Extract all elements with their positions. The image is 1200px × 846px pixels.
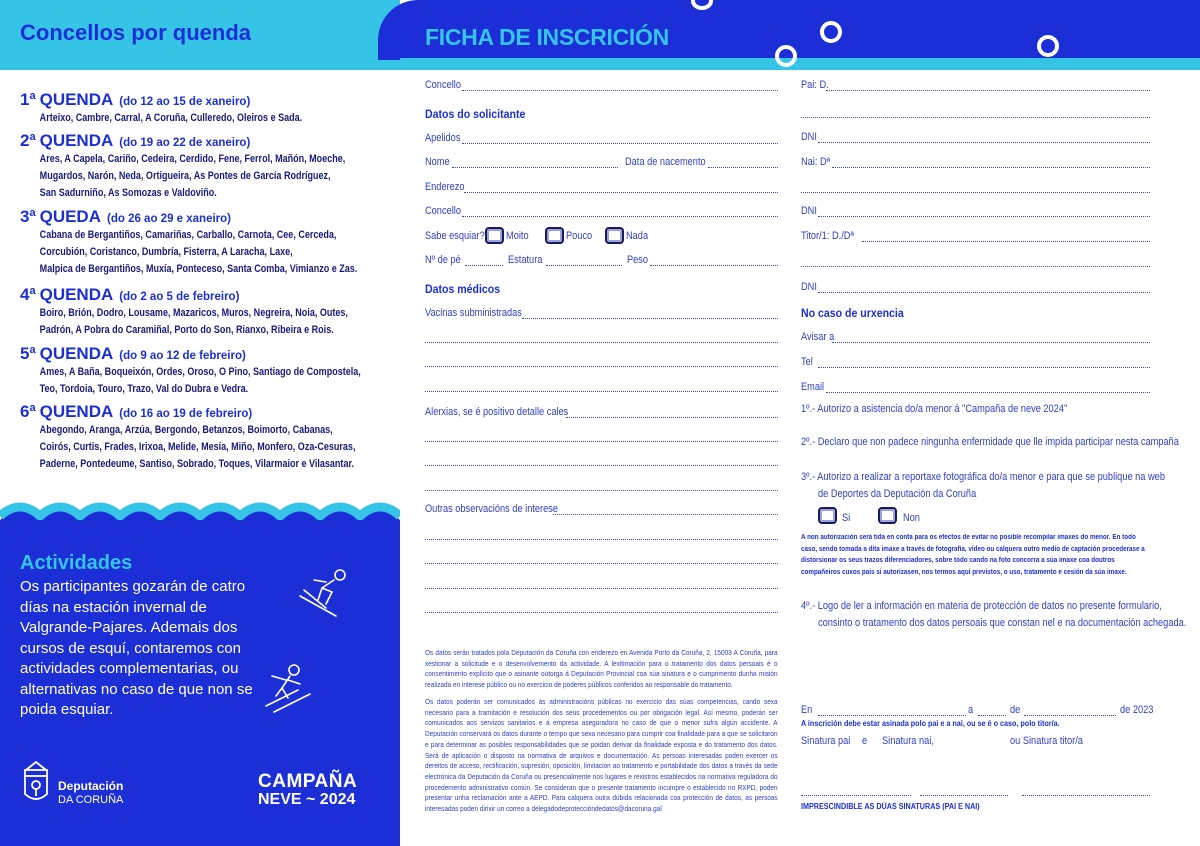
consent-3: 3º.- Autorizo a realizar a reportaxe fotográfica do/a menor e para que se publique na web [801,471,1165,483]
field-label-email: Email [801,381,825,393]
field-label-titor: Titor/1: D./Dª [801,230,854,242]
quenda-concellos-line: Paderne, Pontedeume, Santiso, Sobrado, Toques, Vilarmaior e Vilasantar. [39,458,354,470]
quenda-heading [20,344,390,364]
input-outras-line[interactable] [425,612,778,613]
section-datos-medicos: Datos médicos [425,282,501,296]
deputacion-name: Deputación [58,779,124,793]
input-alerxias-line[interactable] [425,465,778,466]
quenda-number: 4 [20,285,30,304]
quenda-number: 2 [20,131,30,150]
decor-ring [1037,35,1059,57]
quenda-concellos-line: Boiro, Brión, Dodro, Lousame, Mazaricos, Muros, Negreira, Noia, Outes, [39,307,348,319]
quenda-ordinal: a [29,344,36,356]
input-concello-2[interactable] [462,216,778,217]
signature-nai-line[interactable] [920,795,1008,796]
input-titor[interactable] [862,241,1150,242]
field-label-sabe-esquiar: Sabe esquiar? [425,230,485,242]
campaign-title: CAMPAÑA [258,771,358,792]
input-vacinas-line[interactable] [425,342,778,343]
consent-4: 4º.- Logo de ler a información en materia de protección de datos no presente formulario, [801,600,1162,612]
deputacion-logo-icon [20,760,52,808]
quenda-2 [20,131,390,202]
cyan-strip [400,58,1200,70]
field-label-dni-titor: DNI [801,281,817,293]
consent-1: 1º.- Autorizo a asistencia do/a menor á "Campaña de neve 2024" [801,403,1068,415]
label-moito: Moito [506,230,529,242]
input-avisar[interactable] [832,342,1150,343]
input-concello[interactable] [462,90,778,91]
consent-3-cont: de Deportes da Deputación da Coruña [818,488,977,500]
consent-4-cont: consinto o tratamento dos datos persoais que constan nel e na documentación achegada. [818,617,1187,629]
field-label-data-nacemento: Data de nacemento [625,156,706,168]
section-urxencia: No caso de urxencia [801,306,904,320]
consent-2: 2º.- Declaro que non padece ningunha enfermidade que lle impida participar nesta campaña [801,436,1179,448]
field-label-concello: Concello [425,79,461,91]
input-data-nacemento[interactable] [708,167,778,168]
legal-text-2: Os datos poderán ser comunicados ás administracións públicas no exercicio das súas competencias, cando sexa necesario para a tramitación e resolución dos seus procedementos ou por obrigación legal. Así mesmo, poderán ser comunicados aos servizos sanitarios e á empresa aseguradora no caso de que o menor sufra algún accidente. A Deputación conservará os datos durante o tempo que sexa necesario para cumprir coa finalidade para a que se solicitaron e para determinar as posibles responsabilidades que se poidan derivar da finalidade exposta e do tratamento dos datos. Será de aplicación o disposto na normativa de arquivos e documentación. As persoas interesadas poden exercer os dereitos de acceso, rectificación, supresión, oposición, limitación ao tratamento e portabilidade dos datos a través da sede electrónica da Deputación da Coruña ou presencialmente nos lugares e rexistros establecidos na normativa reguladora do procedemento administrativo común. Se consideran que o presente tratamento incumpre o establecido no RXPD, poden presentar unha reclamación ante a AEPD. Para calquera outra dúbida relacionada coa protección de datos, as persoas interesadas poden dirixir un correo a delegadodeproteccióndedatos@dacoruna.gal [425,697,778,814]
field-label-dni-nai: DNI [801,205,817,217]
field-label-concello-2: Concello [425,205,461,217]
input-month[interactable] [1024,715,1116,716]
quenda-ordinal: a [29,285,36,297]
quenda-concellos-line: Ares, A Capela, Cariño, Cedeira, Cerdido, Fene, Ferrol, Mañón, Moeche, [39,153,346,165]
imprescindible-note: IMPRESCINDIBLE AS DÚAS SINATURAS (PAI E NAI) [801,802,980,811]
label-si: Si [842,512,851,524]
quenda-concellos-line: San Sadurniño, As Somozas e Valdoviño. [39,187,217,199]
quenda-ordinal: a [29,402,36,414]
field-label-avisar: Avisar a [801,331,835,343]
field-label-vacinas: Vacinas subministradas [425,307,522,319]
field-label-nome: Nome [425,156,450,168]
quenda-heading [20,207,390,227]
input-outras-line[interactable] [425,588,778,589]
quenda-concellos-line: Padrón, A Pobra do Caramiñal, Porto do Son, Rianxo, Ribeira e Rois. [39,324,334,336]
quenda-3 [20,207,390,278]
input-vacinas[interactable] [522,318,778,319]
legal-text-1: Os datos serán tratados pola Deputación da Coruña con enderezo en Avenida Porto da Coruña, 2, 15003 A Coruña, para xestionar a solicitude e o desenvolvemento da actividade. A lexitimación para o tratamento dos datos persoais é o consentimento explícito que o asinante outorga á Deputación Provincial coa súa sinatura e o cumprimento dunha misión realizada en interese público ou no exercicio de poderes públicos conferidos ao responsable do tratamento. [425,648,778,690]
signature-titor-line[interactable] [1022,795,1150,796]
input-day[interactable] [978,715,1006,716]
field-label-outras: Outras observacións de interese [425,503,559,515]
signature-titor-label: ou Sinatura titor/a [1010,735,1083,747]
input-email[interactable] [826,392,1150,393]
activities-text: Os participantes gozarán de catro días na estación invernal de Valgrande-Pajares. Ademais dos cursos de esquí, contaremos con actividades complementarias, ou alternativas no caso de que non se poida esquiar. [20,578,253,718]
input-outras-line[interactable] [425,539,778,540]
field-label-alerxias: Alerxias, se é positivo detalle cales [425,406,569,418]
quenda-heading [20,131,390,151]
quenda-word: QUENDA [39,344,114,363]
input-vacinas-line[interactable] [425,391,778,392]
quenda-dates: (do 16 ao 19 de febreiro) [119,408,253,420]
checkbox-nada[interactable] [605,227,624,244]
input-nome[interactable] [452,167,618,168]
quenda-concellos-line: Teo, Tordoia, Touro, Trazo, Val do Dubra e Vedra. [39,383,249,395]
input-dni-pai[interactable] [818,142,1150,143]
input-outras[interactable] [553,514,778,515]
quenda-concellos-line: Malpica de Bergantiños, Muxía, Ponteceso, Santa Comba, Vimianzo e Zas. [39,263,358,275]
checkbox-non[interactable] [878,507,897,524]
label-a: a [968,704,974,716]
field-label-estatura: Estatura [508,254,543,266]
quenda-concellos-line: Corcubión, Coristanco, Dumbría, Fisterra, A Laracha, Laxe, [39,246,293,258]
label-de: de [1010,704,1021,716]
field-label-nai: Nai: Dª [801,156,831,168]
checkbox-moito[interactable] [485,227,504,244]
label-year: de 2023 [1120,704,1154,716]
quenda-word: QUENDA [39,131,114,150]
input-alerxias[interactable] [566,417,778,418]
quenda-ordinal: a [29,131,36,143]
authorization-note: A non autorización será tida en conta para os efectos de evitar no posible recompilar imaxes do menor. En todo caso, sendo tomada a dita imaxe a través de fotografía, vídeo ou calquera outro medio de captación procederase a distorsionar os seus trazos diferenciadores, sobre todo cando na foto concorra a súa imaxe coa doutros compañeiros cuxos pais si autorizasen, nos termos aquí previstos, o uso, tratamento e cesión da súa imaxe. [801,534,1145,576]
label-nada: Nada [626,230,649,242]
quenda-1 [20,90,390,127]
quenda-dates: (do 9 ao 12 de febreiro) [119,350,246,362]
quenda-concellos-line: Arteixo, Cambre, Carral, A Coruña, Culleredo, Oleiros e Sada. [39,112,303,124]
inscricion-note: A inscrición debe estar asinada polo pai e a nai, ou se é o caso, polo titor/a. [801,719,1060,728]
decor-ring [820,21,842,43]
input-dni-titor[interactable] [818,292,1150,293]
quenda-heading [20,402,390,422]
quenda-concellos-line: Coirós, Curtis, Frades, Irixoa, Melide, Mesía, Miño, Monfero, Oza-Cesuras, [39,441,356,453]
quenda-concellos-line: Mugardos, Narón, Neda, Ortigueira, As Pontes de García Rodríguez, [39,170,331,182]
quenda-dates: (do 26 ao 29 e xaneiro) [107,213,231,225]
label-en: En [801,704,813,716]
skier-icon [296,566,352,620]
input-alerxias-line[interactable] [425,441,778,442]
signature-pai-label: Sinatura pai [801,735,851,747]
quenda-word: QUENDA [39,402,114,421]
input-pai-line[interactable] [801,117,1150,118]
quenda-ordinal: a [29,207,36,219]
quenda-concellos-line: Ames, A Baña, Boqueixón, Ordes, Oroso, O Pino, Santiago de Compostela, [39,366,361,378]
quenda-dates: (do 12 ao 15 de xaneiro) [119,96,251,108]
campaign-year: NEVE ~ 2024 [258,791,356,808]
checkbox-si[interactable] [818,507,837,524]
signature-nai-label: Sinatura nai, [882,735,934,747]
field-label-apelidos: Apelidos [425,132,461,144]
deputacion-subname: DA CORUÑA [58,794,124,806]
quenda-dates: (do 19 ao 22 de xaneiro) [119,137,251,149]
input-titor-line[interactable] [801,266,1150,267]
skier-icon [262,660,318,714]
quenda-number: 6 [20,402,30,421]
quenda-concellos-line: Cabana de Bergantiños, Camariñas, Carballo, Carnota, Cee, Cerceda, [39,229,337,241]
input-estatura[interactable] [546,265,622,266]
quenda-heading [20,90,390,110]
quenda-word: QUENDA [39,285,114,304]
field-label-n-pe: Nº de pé [425,254,461,266]
input-outras-line[interactable] [425,563,778,564]
quenda-number: 3 [20,207,30,226]
field-label-pai: Pai: D. [801,79,829,91]
left-title: Concellos por quenda [20,20,252,45]
signature-pai-line[interactable] [801,795,911,796]
quenda-5 [20,344,390,398]
form-title: FICHA DE INSCRICIÓN [425,24,669,50]
field-label-tel: Tel [801,356,813,368]
quenda-6 [20,402,390,473]
quenda-word: QUEDA [39,207,101,226]
quenda-word: QUENDA [39,90,114,109]
input-tel[interactable] [818,367,1150,368]
input-n-pe[interactable] [465,265,503,266]
activities-title: Actividades [20,552,133,574]
input-place[interactable] [818,715,966,716]
label-non: Non [903,512,920,524]
field-label-peso: Peso [627,254,649,266]
quenda-dates: (do 2 ao 5 de febreiro) [119,291,240,303]
input-apelidos[interactable] [462,143,778,144]
signature-e: e [862,735,868,747]
quenda-ordinal: a [29,90,36,102]
input-alerxias-line[interactable] [425,490,778,491]
label-pouco: Pouco [566,230,593,242]
checkbox-pouco[interactable] [545,227,564,244]
input-dni-nai[interactable] [818,216,1150,217]
quenda-number: 1 [20,90,30,109]
input-nai-line[interactable] [801,192,1150,193]
field-label-dni-pai: DNI [801,131,817,143]
section-datos-solicitante: Datos do solicitante [425,107,526,121]
input-peso[interactable] [650,265,778,266]
input-pai[interactable] [826,90,1150,91]
quenda-4 [20,285,390,339]
input-vacinas-line[interactable] [425,366,778,367]
input-nai[interactable] [832,167,1150,168]
quenda-number: 5 [20,344,30,363]
quenda-concellos-line: Abegondo, Aranga, Arzúa, Bergondo, Betanzos, Boimorto, Cabanas, [39,424,333,436]
input-enderezo[interactable] [464,192,778,193]
field-label-enderezo: Enderezo [425,181,465,193]
quenda-heading [20,285,390,305]
decor-ring [775,45,797,67]
